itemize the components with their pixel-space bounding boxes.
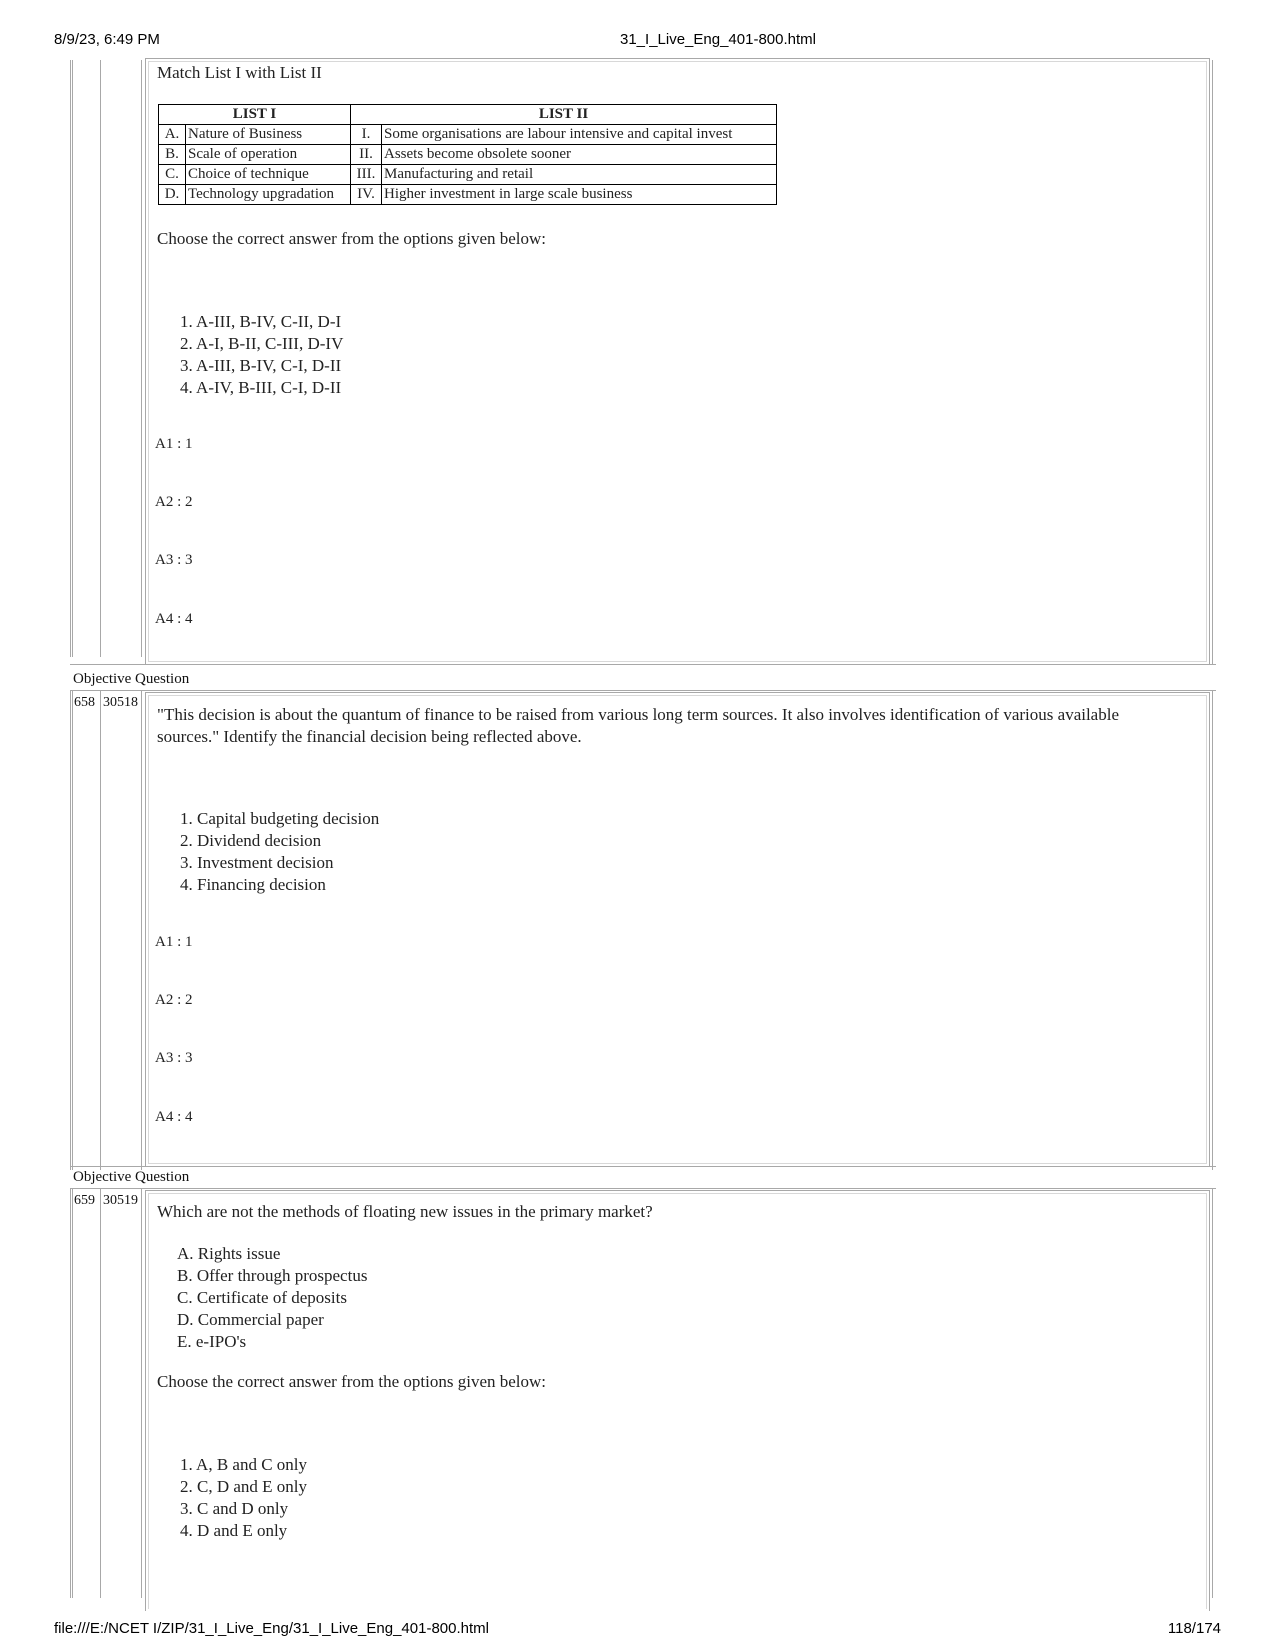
row-divider (70, 1188, 1216, 1189)
answer-key: A3 : 3 (155, 552, 193, 568)
table-border (1212, 690, 1213, 1170)
statement-item: B. Offer through prospectus (177, 1266, 368, 1285)
question-text: Which are not the methods of floating new issues in the primary market? (157, 1202, 653, 1221)
print-title: 31_I_Live_Eng_401-800.html (620, 31, 816, 48)
table-border (70, 1188, 71, 1598)
question-type-label: Objective Question (73, 1169, 190, 1185)
answer-key: A4 : 4 (155, 1109, 193, 1125)
print-page-number: 118/174 (1167, 1620, 1221, 1637)
question-intro: Match List I with List II (157, 63, 322, 82)
row-divider (70, 664, 1216, 665)
match-table-row (159, 165, 777, 185)
statement-item: D. Commercial paper (177, 1310, 324, 1329)
answer-key: A1 : 1 (155, 436, 193, 452)
print-datetime: 8/9/23, 6:49 PM (54, 31, 160, 48)
answer-key: A2 : 2 (155, 992, 193, 1008)
question-panel-658 (145, 692, 1210, 1167)
answer-option: 2. A-I, B-II, C-III, D-IV (180, 334, 344, 353)
answer-key: A2 : 2 (155, 494, 193, 510)
list2-item: Higher investment in large scale business (382, 185, 777, 205)
table-border (100, 690, 101, 1170)
list1-key: D. (159, 185, 186, 205)
answer-option: 4. A-IV, B-III, C-I, D-II (180, 378, 342, 397)
list1-item: Technology upgradation (186, 185, 351, 205)
answer-key: A1 : 1 (155, 934, 193, 950)
list2-item: Assets become obsolete sooner (382, 145, 777, 165)
question-serial: 659 (74, 1193, 95, 1208)
question-text: "This decision is about the quantum of finance to be raised from various long term sources. It also involves identification of various available sources." Identify the financial decision being reflected above. (157, 705, 1119, 746)
table-border (70, 690, 71, 1170)
table-border (72, 1188, 73, 1598)
row-divider (70, 690, 1216, 691)
table-border (72, 60, 73, 657)
match-table-row (159, 125, 777, 145)
statement-item: E. e-IPO's (177, 1332, 247, 1351)
row-divider (70, 1166, 1216, 1167)
question-id: 30518 (103, 695, 138, 710)
choose-instruction: Choose the correct answer from the options given below: (157, 229, 547, 248)
answer-option: 3. Investment decision (180, 853, 334, 872)
answer-key: A4 : 4 (155, 611, 193, 627)
match-table-row (159, 145, 777, 165)
print-file-path: file:///E:/NCET I/ZIP/31_I_Live_Eng/31_I_Live_Eng_401-800.html (54, 1620, 489, 1637)
statement-item: C. Certificate of deposits (177, 1288, 347, 1307)
answer-option: 1. Capital budgeting decision (180, 809, 380, 828)
panel-inner-border (148, 695, 1207, 1164)
answer-option: 3. C and D only (180, 1499, 289, 1518)
list1-key: C. (159, 165, 186, 185)
list1-item: Choice of technique (186, 165, 351, 185)
question-id: 30519 (103, 1193, 138, 1208)
list2-key: II. (351, 145, 382, 165)
list1-header: LIST I (159, 105, 351, 125)
answer-option: 4. Financing decision (180, 875, 326, 894)
panel-inner-border (148, 1193, 1207, 1609)
list2-item: Some organisations are labour intensive and capital invest (382, 125, 777, 145)
table-border (70, 60, 71, 657)
list2-header: LIST II (351, 105, 777, 125)
table-border (141, 1188, 142, 1598)
list1-key: A. (159, 125, 186, 145)
question-panel-659 (145, 1190, 1210, 1611)
table-border (72, 690, 73, 1170)
table-border (141, 60, 142, 657)
list1-item: Nature of Business (186, 125, 351, 145)
answer-option: 2. C, D and E only (180, 1477, 308, 1496)
table-border (141, 690, 142, 1170)
list2-key: I. (351, 125, 382, 145)
table-border (100, 1188, 101, 1598)
match-table-row (159, 185, 777, 205)
list1-item: Scale of operation (186, 145, 351, 165)
list2-key: IV. (351, 185, 382, 205)
table-border (1212, 1188, 1213, 1598)
answer-option: 1. A, B and C only (180, 1455, 308, 1474)
list2-item: Manufacturing and retail (382, 165, 777, 185)
statement-item: A. Rights issue (177, 1244, 281, 1263)
question-type-label: Objective Question (73, 671, 190, 687)
table-border (1212, 60, 1213, 665)
question-serial: 658 (74, 695, 95, 710)
match-table-header (159, 105, 777, 125)
answer-option: 2. Dividend decision (180, 831, 322, 850)
table-border (100, 60, 101, 657)
answer-key: A3 : 3 (155, 1050, 193, 1066)
match-table (158, 104, 777, 205)
answer-option: 3. A-III, B-IV, C-I, D-II (180, 356, 342, 375)
answer-option: 4. D and E only (180, 1521, 288, 1540)
answer-option: 1. A-III, B-IV, C-II, D-I (180, 312, 342, 331)
choose-instruction: Choose the correct answer from the options given below: (157, 1372, 547, 1391)
list1-key: B. (159, 145, 186, 165)
list2-key: III. (351, 165, 382, 185)
